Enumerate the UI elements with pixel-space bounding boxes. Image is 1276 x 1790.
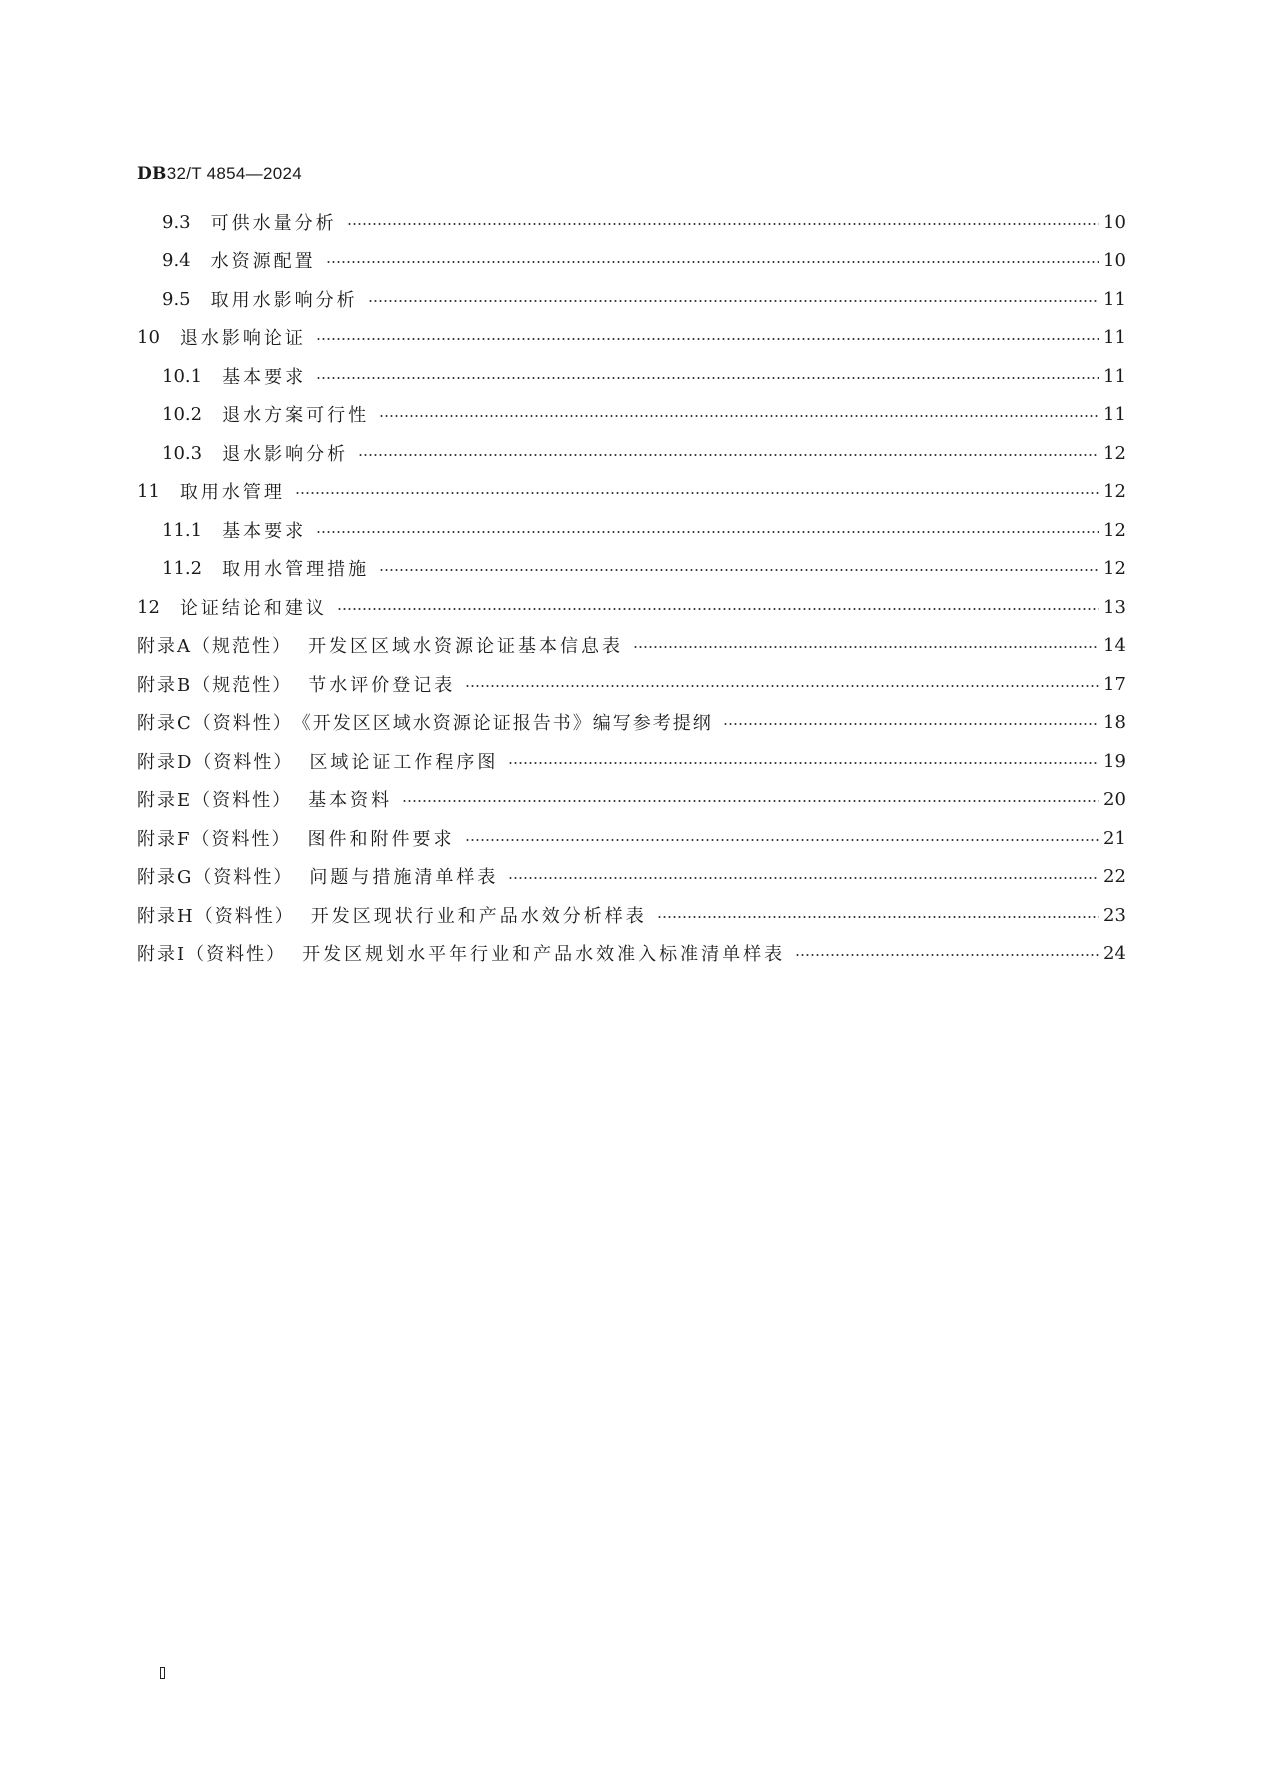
- toc-number: 10: [137, 326, 160, 348]
- toc-entry[interactable]: [137, 514, 1126, 546]
- toc-entry[interactable]: [137, 244, 1126, 276]
- toc-page: 11: [1103, 288, 1126, 310]
- appendix-title: 开发区规划水平年行业和产品水效准入标准清单样表: [302, 944, 786, 965]
- leader-dots: [633, 646, 1099, 648]
- toc-page: 12: [1103, 519, 1126, 541]
- toc-page: 20: [1103, 788, 1126, 810]
- leader-dots: [402, 800, 1099, 802]
- leader-dots: [347, 223, 1099, 225]
- appendix-title: 开发区区域水资源论证基本信息表: [308, 636, 623, 657]
- toc-appendix-entry[interactable]: [137, 783, 1126, 815]
- leader-dots: [316, 338, 1099, 340]
- toc-appendix-entry[interactable]: [137, 860, 1126, 892]
- toc-page: 17: [1103, 673, 1126, 695]
- appendix-label: 附录F（资料性）: [137, 829, 292, 850]
- leader-dots: [657, 916, 1099, 918]
- leader-dots: [337, 608, 1099, 610]
- toc-title: 退水方案可行性: [222, 405, 370, 426]
- toc-title: 水资源配置: [210, 251, 316, 272]
- toc-number: 11.2: [162, 557, 203, 579]
- toc-entry[interactable]: [137, 437, 1126, 469]
- toc-entry[interactable]: [137, 360, 1126, 392]
- toc-appendix-entry[interactable]: [137, 668, 1126, 700]
- appendix-label: 附录E（资料性）: [137, 790, 293, 811]
- toc-page: 10: [1103, 249, 1126, 271]
- toc-entry[interactable]: [137, 321, 1126, 353]
- toc-page: 12: [1103, 557, 1126, 579]
- leader-dots: [358, 454, 1099, 456]
- leader-dots: [465, 685, 1099, 687]
- toc-entry[interactable]: [137, 552, 1126, 584]
- toc-page: 11: [1103, 326, 1126, 348]
- toc-entry[interactable]: [137, 398, 1126, 430]
- leader-dots: [508, 762, 1099, 764]
- leader-dots: [368, 300, 1099, 302]
- appendix-label: 附录G（资料性）: [137, 867, 294, 888]
- toc-number: 9.5: [162, 288, 191, 310]
- leader-dots: [379, 569, 1099, 571]
- toc-number: 10.1: [162, 365, 203, 387]
- leader-dots: [723, 723, 1099, 725]
- toc-number: 11: [137, 480, 160, 502]
- leader-dots: [465, 839, 1100, 841]
- appendix-label: 附录B（规范性）: [137, 675, 293, 696]
- appendix-label: 附录C（资料性）: [137, 713, 293, 734]
- toc-page: 12: [1103, 480, 1126, 502]
- toc-title: 论证结论和建议: [179, 598, 327, 619]
- toc-title: 可供水量分析: [210, 213, 337, 234]
- toc-number: 10.2: [162, 403, 203, 425]
- toc-appendix-entry[interactable]: [137, 745, 1126, 777]
- toc-entry[interactable]: [137, 206, 1126, 238]
- appendix-label: 附录H（资料性）: [137, 906, 295, 927]
- standard-number: 32/T 4854—2024: [166, 164, 302, 183]
- toc-title: 取用水管理: [179, 482, 285, 503]
- appendix-label: 附录D（资料性）: [137, 752, 294, 773]
- appendix-title: 基本资料: [308, 790, 393, 811]
- appendix-title: 节水评价登记表: [308, 675, 456, 696]
- toc-title: 退水影响论证: [179, 328, 306, 349]
- leader-dots: [316, 377, 1099, 379]
- toc-title: 基本要求: [222, 521, 307, 542]
- toc-page: 22: [1103, 865, 1126, 887]
- toc-title: 退水影响分析: [222, 444, 349, 465]
- toc-appendix-entry[interactable]: [137, 629, 1126, 661]
- appendix-title: 问题与措施清单样表: [309, 867, 499, 888]
- leader-dots: [316, 531, 1099, 533]
- toc-appendix-entry[interactable]: [137, 899, 1126, 931]
- toc-page: 10: [1103, 211, 1126, 233]
- toc-entry[interactable]: [137, 475, 1126, 507]
- toc-page: 11: [1103, 403, 1126, 425]
- toc-title: 取用水管理措施: [222, 559, 370, 580]
- toc-number: 10.3: [162, 442, 203, 464]
- appendix-title: 区域论证工作程序图: [309, 752, 499, 773]
- toc-page: 19: [1103, 750, 1126, 772]
- toc-page: 12: [1103, 442, 1126, 464]
- toc-page: 21: [1103, 827, 1126, 849]
- leader-dots: [508, 877, 1099, 879]
- toc-page: 11: [1103, 365, 1126, 387]
- leader-dots: [379, 415, 1099, 417]
- leader-dots: [795, 954, 1099, 956]
- toc-appendix-entry[interactable]: [137, 822, 1126, 854]
- toc-title: 基本要求: [222, 367, 307, 388]
- toc-appendix-entry[interactable]: [137, 937, 1126, 969]
- toc-title: 取用水影响分析: [210, 290, 358, 311]
- appendix-title: 《开发区区域水资源论证报告书》编写参考提纲: [292, 713, 713, 734]
- standard-prefix: DB: [137, 164, 167, 184]
- toc-entry[interactable]: [137, 283, 1126, 315]
- document-code: [137, 164, 302, 184]
- page-number-placeholder-glyph: [160, 1667, 165, 1679]
- appendix-label: 附录A（规范性）: [137, 636, 292, 657]
- appendix-title: 图件和附件要求: [307, 829, 455, 850]
- toc-page: 23: [1103, 904, 1126, 926]
- toc-number: 12: [137, 596, 160, 618]
- toc-page: 18: [1103, 711, 1126, 733]
- appendix-label: 附录I（资料性）: [137, 944, 287, 965]
- toc-number: 9.3: [162, 211, 191, 233]
- toc-entry[interactable]: [137, 591, 1126, 623]
- toc-number: 11.1: [162, 519, 203, 541]
- toc-page: 24: [1103, 942, 1126, 964]
- appendix-title: 开发区现状行业和产品水效分析样表: [310, 906, 647, 927]
- toc-appendix-entry[interactable]: [137, 706, 1126, 738]
- toc-page: 13: [1103, 596, 1126, 618]
- toc-page: 14: [1103, 634, 1126, 656]
- leader-dots: [326, 261, 1099, 263]
- toc-number: 9.4: [162, 249, 191, 271]
- leader-dots: [295, 492, 1099, 494]
